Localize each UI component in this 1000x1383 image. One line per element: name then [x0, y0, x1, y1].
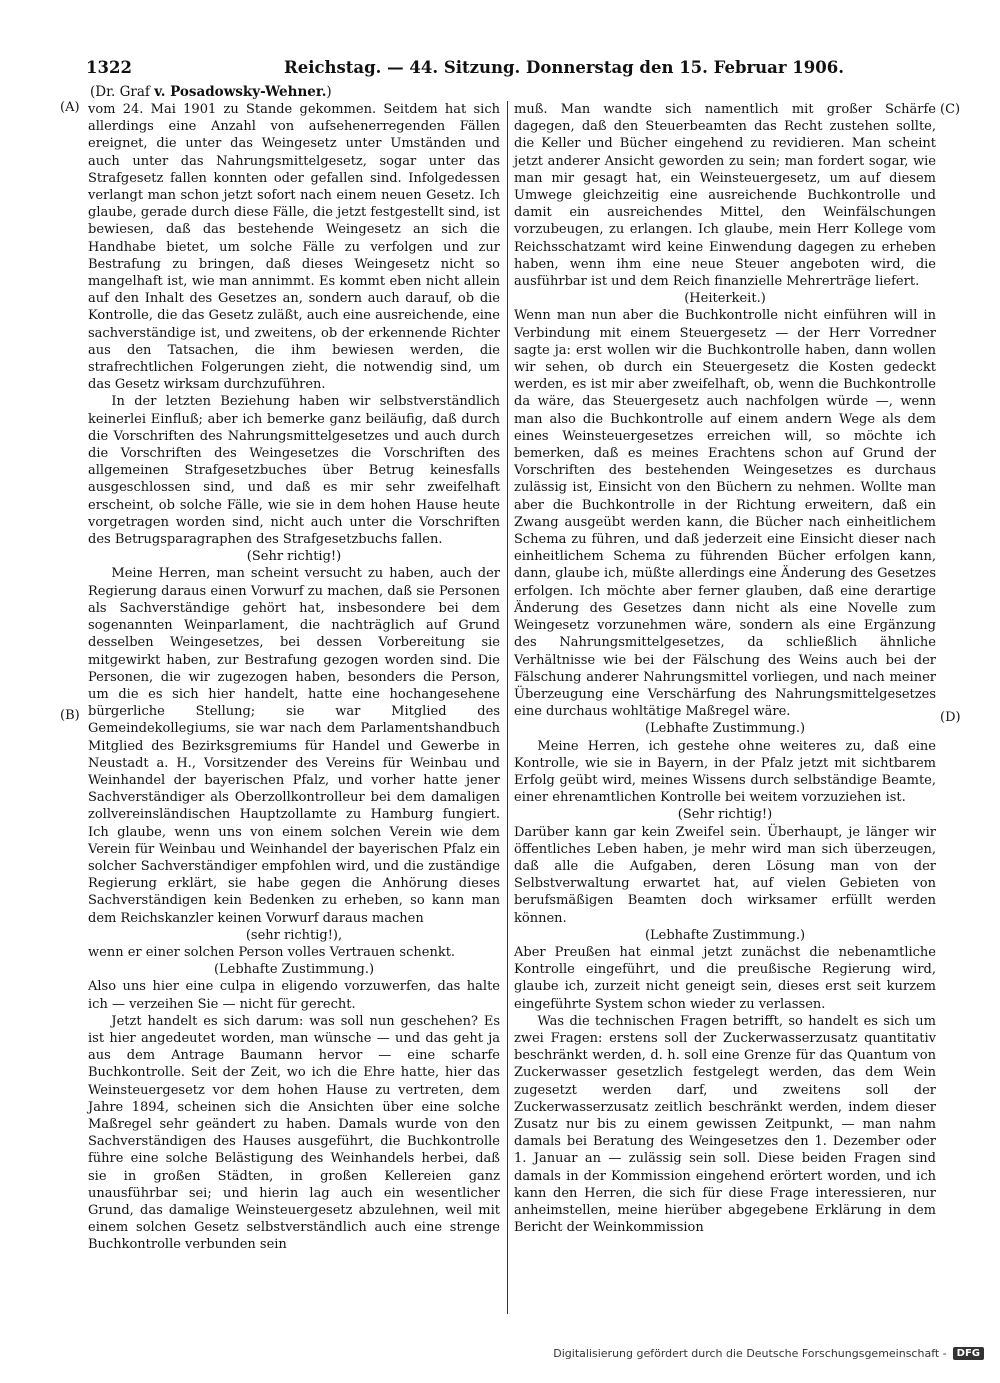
page-header: [86, 58, 844, 82]
margin-marker-c: (C): [940, 102, 961, 117]
paragraph: In der letzten Beziehung haben wir selbstverständlich keinerlei Einfluß; aber ich bemerke ganz beiläufig, daß durch die Vorschriften des Nahrungsmittelgesetzes und auch durch die Vorschriften des Weingesetzes die Vorschriften des allgemeinen Strafgesetzbuches über Betrug keinesfalls ausgeschlossen sind, und daß es mir sehr zweifelhaft erscheint, ob solche Fälle, wie sie in dem hohen Hause heute vorgetragen worden sind, nicht auch unter die Vorschriften des Betrugsparagraphen des Strafgesetzbuchs fallen.: [88, 394, 500, 548]
margin-marker-d: (D): [940, 710, 961, 725]
speaker-name: v. Posadowsky-Wehner.: [154, 84, 327, 100]
margin-marker-b: (B): [60, 708, 80, 723]
paragraph: Meine Herren, ich gestehe ohne weiteres zu, daß eine Kontrolle, wie sie in Bayern, in der Pfalz jetzt mit sichtbarem Erfolg geübt wird, meines Wissens durch selbständige Beamte, einer ehrenamtlichen Kontrolle bei weitem vorzuziehen ist.: [514, 738, 936, 806]
speaker-line: [90, 84, 332, 100]
interjection: (Lebhafte Zustimmung.): [213, 962, 375, 978]
paragraph: Wenn man nun aber die Buchkontrolle nicht einführen will in Verbindung mit einem Steuergesetz — der Herr Vorredner sagte ja: erst wollen wir die Buchkontrolle haben, dann wollen wir sehen, ob durch ein Steuergesetz die Kosten gedeckt werden, es ist mir aber zweifelhaft, ob, wenn die Buchkontrolle da wäre, das Steuergesetz auch nachfolgen würde —, wenn man also die Buchkontrolle auf einem andern Wege als dem eines Weinsteuergesetzes erreichen will, so möchte ich bemerken, daß es meines Erachtens schon auf Grund der Vorschriften des bestehenden Weingesetzes es durchaus zulässig ist, Einsicht von den Büchern zu nehmen. Wollte man aber die Buchkontrolle in der Richtung erweitern, daß ein Zwang ausgeübt werden kann, die Bücher nach einheitlichem Schema zu führen, und daß jederzeit eine Einsicht dieser nach einheitlichem Schema zu führenden Bücher erfolgen kann, dann, glaube ich, müßte allerdings eine Änderung des Gesetzes erfolgen. Ich möchte aber ferner glauben, daß eine derartige Änderung des Gesetzes dann nicht als eine Novelle zum Weingesetz vorzunehmen wäre, sondern als eine Ergänzung des Nahrungsmittelgesetzes, da schließlich ähnliche Verhältnisse wie bei der Fälschung des Weins auch bei der Fälschung anderer Nahrungsmittel vorliegen, und nach meiner Überzeugung eine Verschärfung des Nahrungsmittelgesetzes eine durchaus wohltätige Maßregel wäre.: [514, 308, 936, 720]
column-divider: [507, 101, 508, 1314]
footer-text: Digitalisierung gefördert durch die Deutsche Forschungsgemeinschaft -: [553, 1346, 947, 1360]
header-title: Reichstag. — 44. Sitzung. Donnerstag den 15. Februar 1906.: [284, 58, 844, 77]
page-number: 1322: [86, 58, 132, 77]
interjection: (Sehr richtig!): [677, 807, 773, 823]
paragraph: wenn er einer solchen Person volles Vertrauen schenkt.: [88, 944, 456, 960]
interjection: (Heiterkeit.): [684, 291, 766, 307]
paragraph: muß. Man wandte sich namentlich mit großer Schärfe dagegen, daß den Steuerbeamten das Recht zustehen sollte, die Keller und Bücher eingehend zu revidieren. Man scheint jetzt anderer Ansicht geworden zu sein; man fordert sogar, wie man mir gesagt hat, ein Weinsteuergesetz, um auf diesem Umwege gleichzeitig eine ausreichende Buchkontrolle und damit ein ausreichendes Mittel, den Weinfälschungen vorzubeugen, zu erlangen. Ich glaube, mein Herr Kollege vom Reichsschatzamt wird keine Einwendung dagegen zu erheben haben, wenn ihm eine neue Steuer angeboten wird, die ausführbar ist und dem Reich finanzielle Mehrerträge liefert.: [514, 102, 936, 290]
interjection: (Lebhafte Zustimmung.): [644, 927, 806, 943]
paragraph: Also uns hier eine culpa in eligendo vorzuwerfen, das halte ich — verzeihen Sie — nicht für gerecht.: [88, 979, 500, 1012]
right-column: [514, 101, 936, 1236]
paragraph: Jetzt handelt es sich darum: was soll nun geschehen? Es ist hier angedeutet worden, man wünsche — und das geht ja aus dem Antrage Baumann hervor — eine scharfe Buchkontrolle. Seit der Zeit, wo ich die Ehre hatte, hier das Weinsteuergesetz vor dem hohen Hause zu vertreten, dem Jahre 1894, scheinen sich die Ansichten über eine solche Maßregel sehr geändert zu haben. Damals wurde von den Sachverständigen des Hauses ausgeführt, die Buchkontrolle führe eine solche Belästigung des Weinhandels herbei, daß sie in großen Städten, in großen Kellereien ganz unausführbar sei; und hierin lag auch ein wesentlicher Grund, das damalige Weinsteuergesetz abzulehnen, weil mit einem solchen Gesetz selbstverständlich auch eine strenge Buchkontrolle verbunden sein: [88, 1013, 500, 1253]
paragraph: Meine Herren, man scheint versucht zu haben, auch der Regierung daraus einen Vorwurf zu machen, daß sie Personen als Sachverständige gehört hat, insbesondere bei dem sogenannten Weinparlament, die nachträglich auf Grund desselben Weingesetzes, bei dessen Vorbereitung sie mitgewirkt haben, zur Bestrafung gezogen worden sind. Die Personen, die wir zugezogen haben, besonders die Person, um die es sich hier handelt, hatte eine hochangesehene bürgerliche Stellung; sie war Mitglied des Gemeindekollegiums, sie war nach dem Parlamentshandbuch Mitglied des Bezirksgremiums für Handel und Gewerbe in Neustadt a. H., Vorsitzender des Vereins für Weinbau und Weinhandel der bayerischen Pfalz, und vorher hatte jener Sachverständiger als Oberzollkontrolleur bei dem damaligen zollvereinsländischen Hauptzollamte zu Hamburg fungiert. Ich glaube, wenn uns von einem solchen Verein wie dem Verein für Weinbau und Weinhandel der bayerischen Pfalz ein solcher Sachverständiger empfohlen wird, und die zuständige Regierung erklärt, sie habe gegen die Anhörung dieses Sachverständigen kein Bedenken zu erheben, so kann man dem Reichskanzler keinen Vorwurf daraus machen: [88, 566, 500, 926]
paragraph: vom 24. Mai 1901 zu Stande gekommen. Seitdem hat sich allerdings eine Anzahl von aufsehenerregenden Fällen ereignet, die unter das Weingesetz unter Umständen und auch unter das Nahrungsmittelgesetz, sogar unter das Strafgesetz fallen konnten oder gefallen sind. Infolgedessen verlangt man schon jetzt sofort nach einem neuen Gesetz. Ich glaube, gerade durch diese Fälle, die jetzt festgestellt sind, ist bewiesen, daß das bestehende Weingesetz an sich die Handhabe bietet, um solche Fälle zu verfolgen und zur Bestrafung zu bringen, daß dieses Weingesetz nicht so mangelhaft ist, wie man annimmt. Es kommt eben nicht allein auf den Inhalt des Gesetzes an, sondern auch darauf, ob die Kontrolle, die das Gesetz zuläßt, auch eine ausreichende, eine sachverständige ist, und zweitens, ob der erkennende Richter aus den Tatsachen, die ihm bewiesen werden, die strafrechtlichen Folgerungen zieht, die notwendig sind, um das Gesetz wirksam durchzuführen.: [88, 102, 500, 393]
paragraph: Aber Preußen hat einmal jetzt zunächst die nebenamtliche Kontrolle eingeführt, und die preußische Regierung wird, glaube ich, zurzeit nicht geneigt sein, dieses erst seit kurzem eingeführte System schon wieder zu verlassen.: [514, 944, 936, 1012]
footer-credit: [553, 1343, 984, 1363]
speaker-prefix: (Dr. Graf: [90, 84, 155, 100]
left-column: [88, 101, 500, 1254]
interjection: (sehr richtig!),: [245, 927, 343, 943]
speaker-suffix: ): [326, 84, 332, 100]
paragraph: Darüber kann gar kein Zweifel sein. Überhaupt, je länger wir öffentliches Leben haben, je mehr wird man sich überzeugen, daß alle die Aufgaben, deren Lösung man von der Selbstverwaltung erwartet hat, auf vielen Gebieten von berufsmäßigen Beamten doch wirksamer erfüllt werden können.: [514, 824, 936, 926]
dfg-logo: DFG: [953, 1347, 984, 1360]
interjection: (Sehr richtig!): [246, 549, 342, 565]
interjection: (Lebhafte Zustimmung.): [644, 721, 806, 737]
paragraph: Was die technischen Fragen betrifft, so handelt es sich um zwei Fragen: erstens soll der Zuckerwasserzusatz quantitativ beschränkt werden, d. h. soll eine Grenze für das Quantum von Zuckerwasser gesetzlich festgelegt werden, das dem Wein zugesetzt werden darf, und zweitens soll der Zuckerwasserzusatz zeitlich beschränkt werden, indem dieser Zusatz nur bis zu einem gewissen Zeitpunkt, — man nahm damals bei Beratung des Weingesetzes den 1. Dezember oder 1. Januar an — zulässig sein soll. Diese beiden Fragen sind damals in der Kommission eingehend erörtert worden, und ich kann den Herren, die sich für diese Frage interessieren, nur anheimstellen, meine hierüber abgegebene Erklärung in dem Bericht der Weinkommission: [514, 1013, 936, 1236]
margin-marker-a: (A): [60, 100, 80, 115]
